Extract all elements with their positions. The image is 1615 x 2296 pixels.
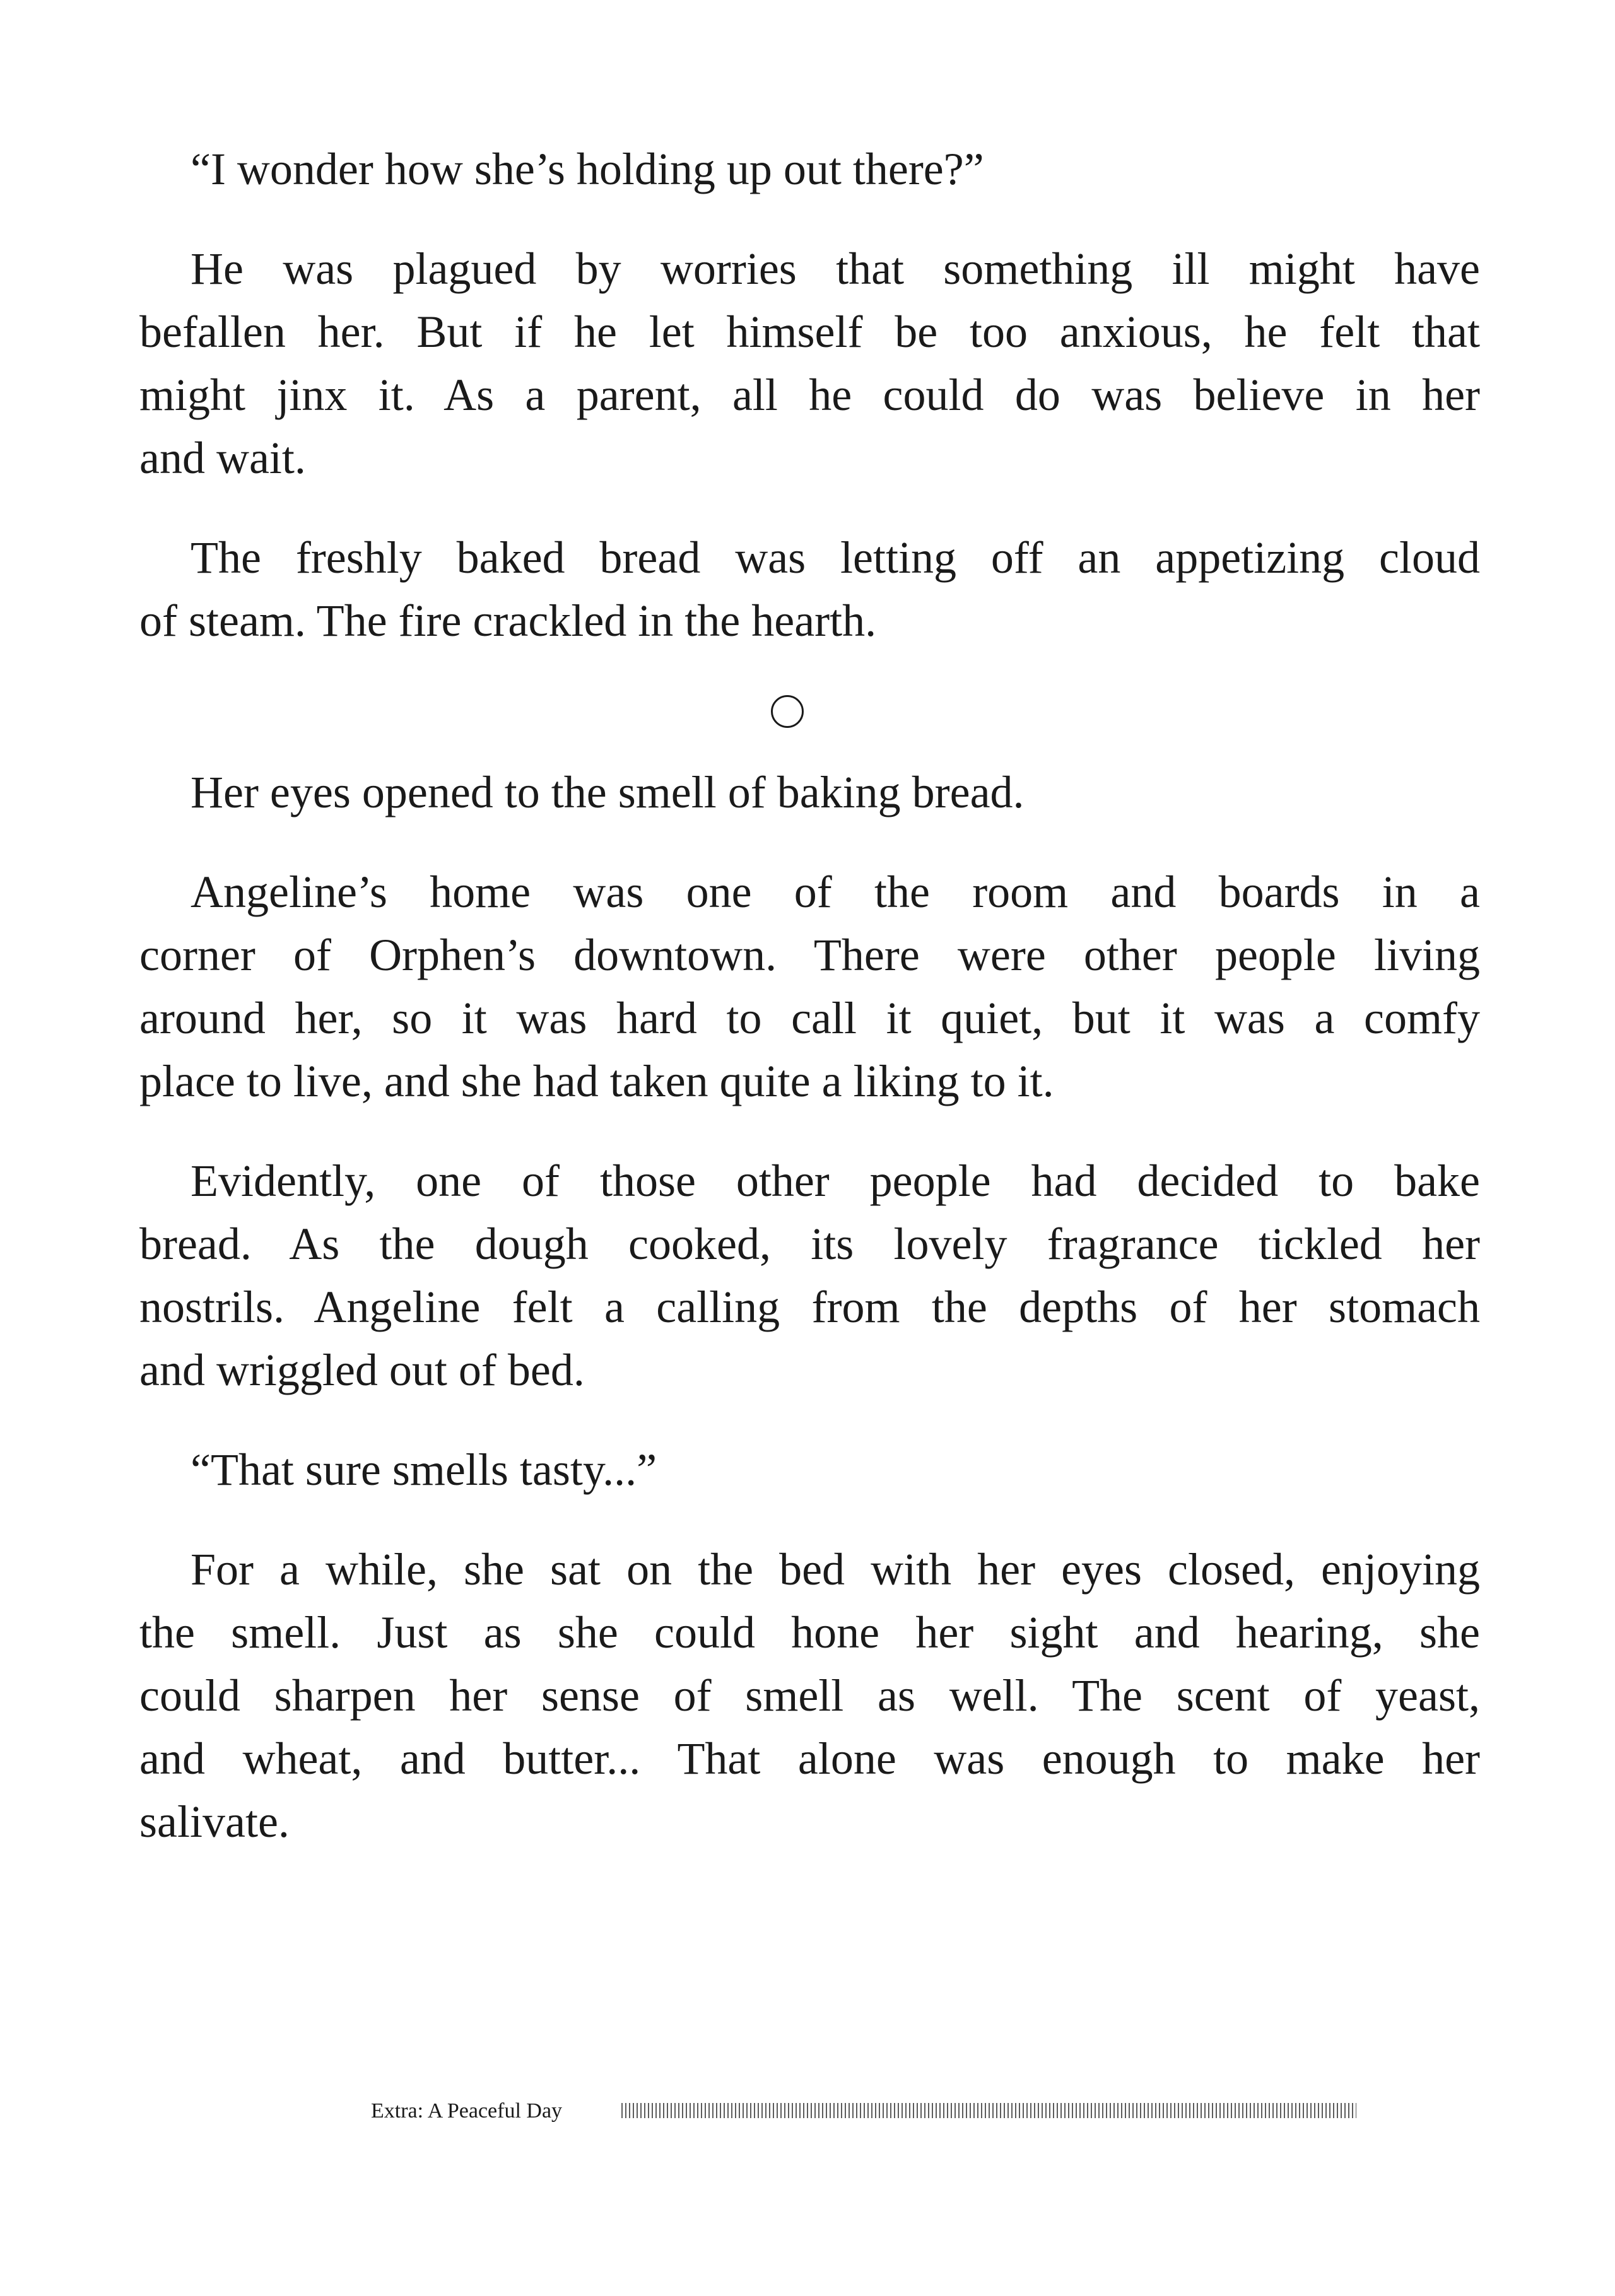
- circle-icon: [771, 695, 804, 728]
- running-footer-title: Extra: A Peaceful Day: [371, 2099, 563, 2123]
- text-line: and wait.: [139, 433, 306, 483]
- paragraph: [139, 761, 1480, 824]
- text-line: and wriggled out of bed.: [139, 1345, 585, 1395]
- text-line: bread. As the dough cooked, its lovely fragrance tickled her: [139, 1219, 1480, 1269]
- text-line: could sharpen her sense of smell as well. The scent of yeast,: [139, 1670, 1480, 1721]
- text-line: might jinx it. As a parent, all he could do was believe in her: [139, 370, 1480, 420]
- text-line: of steam. The fire crackled in the hearth.: [139, 595, 877, 646]
- paragraph: [139, 1149, 1480, 1402]
- text-line: Her eyes opened to the smell of baking bread.: [191, 767, 1025, 817]
- text-line: He was plagued by worries that something ill might have: [191, 243, 1480, 294]
- text-line: The freshly baked bread was letting off an appetizing cloud: [191, 532, 1480, 583]
- footer-decorative-bar: [621, 2103, 1356, 2118]
- paragraph: [139, 526, 1480, 652]
- text-line: around her, so it was hard to call it quiet, but it was a comfy: [139, 993, 1480, 1043]
- scene-break: [139, 681, 1480, 744]
- text-line: For a while, she sat on the bed with her eyes closed, enjoying: [191, 1544, 1480, 1595]
- paragraph: [139, 1538, 1480, 1853]
- text-line: Evidently, one of those other people had decided to bake: [191, 1156, 1480, 1206]
- text-line: and wheat, and butter... That alone was enough to make her: [139, 1733, 1480, 1784]
- paragraph: [139, 237, 1480, 489]
- text-line: place to live, and she had taken quite a liking to it.: [139, 1056, 1054, 1106]
- text-line: befallen her. But if he let himself be too anxious, he felt that: [139, 307, 1480, 357]
- text-line: “That sure smells tasty...”: [191, 1444, 657, 1495]
- paragraph: [139, 1438, 1480, 1501]
- text-line: nostrils. Angeline felt a calling from the depths of her stomach: [139, 1282, 1480, 1332]
- paragraph: [139, 860, 1480, 1113]
- text-line: salivate.: [139, 1796, 290, 1847]
- paragraph: [139, 138, 1480, 201]
- text-line: “I wonder how she’s holding up out there?”: [191, 144, 984, 194]
- text-line: the smell. Just as she could hone her sight and hearing, she: [139, 1607, 1480, 1658]
- text-line: corner of Orphen’s downtown. There were other people living: [139, 930, 1480, 980]
- text-line: Angeline’s home was one of the room and boards in a: [191, 867, 1480, 917]
- body-text: [139, 138, 1480, 1890]
